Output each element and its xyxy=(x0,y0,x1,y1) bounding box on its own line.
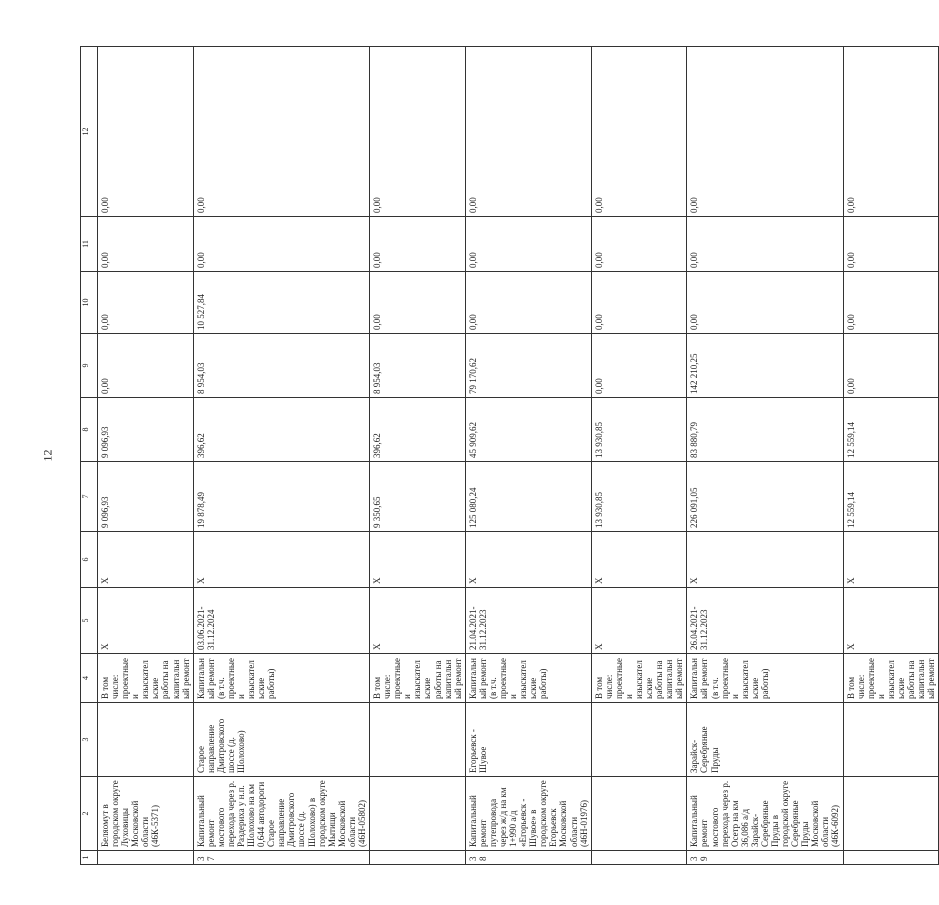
table-row xyxy=(843,47,939,865)
value-cell-col12: 0,00 xyxy=(370,47,466,217)
value-cell-col10: 0,00 xyxy=(370,272,466,334)
row-number-cell xyxy=(98,851,194,865)
work-type-cell: Капитальный ремонт (в т.ч. проектные и изыскательские работы) xyxy=(193,654,369,703)
row-number-cell: 38 xyxy=(465,851,591,865)
column-header: 9 xyxy=(81,334,98,398)
column-number-row xyxy=(81,47,98,865)
period-cell: 21.04.2021-31.12.2023 xyxy=(465,588,591,654)
value-cell-col8: 396,62 xyxy=(193,398,369,462)
work-type-cell: В том числе: проектные и изыскательские работы на капитальный ремонт xyxy=(370,654,466,703)
page-number xyxy=(36,440,60,470)
column-header: 8 xyxy=(81,398,98,462)
object-name-cell xyxy=(591,777,687,851)
row-number-cell xyxy=(591,851,687,865)
value-cell-col8: 396,62 xyxy=(370,398,466,462)
col6-cell: X xyxy=(843,532,939,588)
road-name-cell: Старое направление Дмитровского шоссе (д. Шолохово) xyxy=(193,703,369,777)
column-header: 2 xyxy=(81,777,98,851)
value-cell-col11: 0,00 xyxy=(687,217,843,272)
road-name-cell xyxy=(370,703,466,777)
total-cost-cell: 226 091,05 xyxy=(687,462,843,532)
value-cell-col10: 0,00 xyxy=(465,272,591,334)
column-header: 3 xyxy=(81,703,98,777)
value-cell-col10: 0,00 xyxy=(687,272,843,334)
road-name-cell xyxy=(591,703,687,777)
value-cell-col10: 0,00 xyxy=(843,272,939,334)
work-type-cell: Капитальный ремонт (в т.ч. проектные и изыскательские работы) xyxy=(687,654,843,703)
page-number-text: 12 xyxy=(40,449,55,461)
total-cost-cell: 19 878,49 xyxy=(193,462,369,532)
column-header: 7 xyxy=(81,462,98,532)
row-number-cell xyxy=(370,851,466,865)
period-cell: X xyxy=(98,588,194,654)
col6-cell: X xyxy=(591,532,687,588)
object-name-cell xyxy=(370,777,466,851)
value-cell-col8: 45 909,62 xyxy=(465,398,591,462)
value-cell-col9: 8 954,03 xyxy=(370,334,466,398)
value-cell-col10: 0,00 xyxy=(98,272,194,334)
column-header: 5 xyxy=(81,588,98,654)
row-number-cell: 39 xyxy=(687,851,843,865)
work-type-cell: В том числе: проектные и изыскательские работы на капитальный ремонт xyxy=(843,654,939,703)
value-cell-col11: 0,00 xyxy=(591,217,687,272)
table-row xyxy=(465,47,591,865)
value-cell-col9: 8 954,03 xyxy=(193,334,369,398)
value-cell-col9: 0,00 xyxy=(591,334,687,398)
object-name-cell: Капитальный ремонт мостового перехода через р. Осетр на км 36,086 а/д Зарайск-Серебряные Пруды в городской округе Серебряные Пруды Московской области (46К-6092) xyxy=(687,777,843,851)
table-row xyxy=(687,47,843,865)
row-number-cell xyxy=(843,851,939,865)
period-cell: X xyxy=(370,588,466,654)
object-name-cell: Капитальный ремонт путепровода через ж/д на км 1+990 а/д «Егорьевск - Шувое» в городском округе Егорьевск Московской области (46Н-01976) xyxy=(465,777,591,851)
road-name-cell: Зарайск-Серебряные Пруды xyxy=(687,703,843,777)
total-cost-cell: 9 350,65 xyxy=(370,462,466,532)
period-cell: 03.06.2021-31.12.2024 xyxy=(193,588,369,654)
table-row xyxy=(370,47,466,865)
value-cell-col9: 0,00 xyxy=(98,334,194,398)
column-header: 12 xyxy=(81,47,98,217)
value-cell-col10: 10 527,84 xyxy=(193,272,369,334)
column-header: 11 xyxy=(81,217,98,272)
value-cell-col12: 0,00 xyxy=(591,47,687,217)
column-header: 4 xyxy=(81,654,98,703)
value-cell-col12: 0,00 xyxy=(193,47,369,217)
value-cell-col12: 0,00 xyxy=(465,47,591,217)
total-cost-cell: 9 096,93 xyxy=(98,462,194,532)
table-row xyxy=(193,47,369,865)
value-cell-col8: 13 930,85 xyxy=(591,398,687,462)
object-name-cell: Капитальный ремонт мостового перехода через р. Раздериха у н.п. Шолохово на км 0,644 автодороги Старое направление Дмитровского шоссе (д. Шолохово) в городском округе Мытищи Московской области (46Н-05802) xyxy=(193,777,369,851)
total-cost-cell: 12 559,14 xyxy=(843,462,939,532)
work-type-cell: В том числе: проектные и изыскательские работы на капитальный ремонт xyxy=(98,654,194,703)
total-cost-cell: 125 080,24 xyxy=(465,462,591,532)
value-cell-col12: 0,00 xyxy=(687,47,843,217)
rotated-table-container xyxy=(80,47,939,865)
value-cell-col10: 0,00 xyxy=(591,272,687,334)
col6-cell: X xyxy=(193,532,369,588)
value-cell-col11: 0,00 xyxy=(98,217,194,272)
total-cost-cell: 13 930,85 xyxy=(591,462,687,532)
value-cell-col9: 79 170,62 xyxy=(465,334,591,398)
budget-table xyxy=(80,46,939,865)
object-name-cell: Беляомут в городском округе Луховицы Московской области (46К-5371) xyxy=(98,777,194,851)
period-cell: X xyxy=(843,588,939,654)
road-name-cell xyxy=(98,703,194,777)
value-cell-col11: 0,00 xyxy=(843,217,939,272)
col6-cell: X xyxy=(98,532,194,588)
value-cell-col9: 0,00 xyxy=(843,334,939,398)
column-header: 6 xyxy=(81,532,98,588)
column-header: 10 xyxy=(81,272,98,334)
object-name-cell xyxy=(843,777,939,851)
value-cell-col11: 0,00 xyxy=(465,217,591,272)
period-cell: X xyxy=(591,588,687,654)
value-cell-col12: 0,00 xyxy=(98,47,194,217)
road-name-cell xyxy=(843,703,939,777)
road-name-cell: Егорьевск - Шувое xyxy=(465,703,591,777)
value-cell-col8: 12 559,14 xyxy=(843,398,939,462)
col6-cell: X xyxy=(370,532,466,588)
table-row xyxy=(98,47,194,865)
col6-cell: X xyxy=(465,532,591,588)
value-cell-col8: 9 096,93 xyxy=(98,398,194,462)
value-cell-col12: 0,00 xyxy=(843,47,939,217)
value-cell-col11: 0,00 xyxy=(193,217,369,272)
value-cell-col8: 83 880,79 xyxy=(687,398,843,462)
column-header: 1 xyxy=(81,851,98,865)
work-type-cell: Капитальный ремонт (в т.ч. проектные и изыскательские работы) xyxy=(465,654,591,703)
period-cell: 26.04.2021-31.12.2023 xyxy=(687,588,843,654)
value-cell-col11: 0,00 xyxy=(370,217,466,272)
row-number-cell: 37 xyxy=(193,851,369,865)
work-type-cell: В том числе: проектные и изыскательские работы на капитальный ремонт xyxy=(591,654,687,703)
col6-cell: X xyxy=(687,532,843,588)
value-cell-col9: 142 210,25 xyxy=(687,334,843,398)
table-row xyxy=(591,47,687,865)
